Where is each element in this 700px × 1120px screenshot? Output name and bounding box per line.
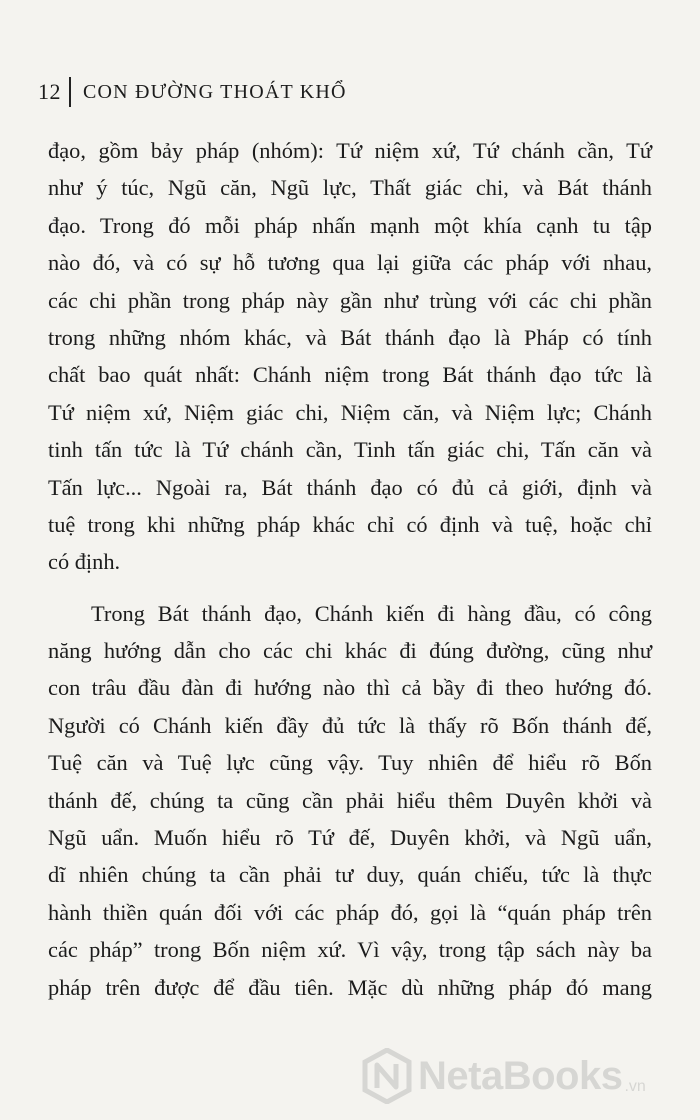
text-line: tuệ trong khi những pháp khác chỉ có định và tuệ, hoặc chỉ (48, 511, 652, 537)
page-header (38, 76, 347, 108)
paragraph-gap (48, 581, 652, 595)
text-line: như ý túc, Ngũ căn, Ngũ lực, Thất giác chi, và Bát thánh (48, 175, 652, 201)
netabooks-logo-icon (362, 1048, 412, 1104)
paragraph (48, 595, 652, 1006)
paragraph (48, 132, 652, 581)
body-text (48, 132, 652, 1006)
text-line: Trong Bát thánh đạo, Chánh kiến đi hàng đầu, có công (91, 600, 652, 626)
text-line: các chi phần trong pháp này gần như trùng với các chi phần (48, 287, 652, 313)
text-line: nào đó, và có sự hỗ tương qua lại giữa các pháp với nhau, (48, 250, 652, 276)
text-line: tinh tấn tức là Tứ chánh cần, Tinh tấn giác chi, Tấn căn và (48, 437, 652, 463)
text-line: Tứ niệm xứ, Niệm giác chi, Niệm căn, và Niệm lực; Chánh (48, 399, 652, 425)
text-line: pháp trên được để đầu tiên. Mặc dù những pháp đó mang (48, 974, 652, 1000)
text-line: trong những nhóm khác, và Bát thánh đạo là Pháp có tính (48, 324, 652, 350)
watermark (362, 1048, 646, 1104)
text-line: năng hướng dẫn cho các chi khác đi đúng đường, cũng như (48, 638, 652, 664)
text-line: các pháp” trong Bốn niệm xứ. Vì vậy, trong tập sách này ba (48, 937, 652, 963)
page-number: 12 (38, 79, 61, 104)
text-line: Người có Chánh kiến đầy đủ tức là thấy rõ Bốn thánh đế, (48, 712, 652, 738)
text-line: Tuệ căn và Tuệ lực cũng vậy. Tuy nhiên để hiểu rõ Bốn (48, 750, 652, 776)
running-title: CON ĐƯỜNG THOÁT KHỔ (83, 80, 347, 103)
text-line: có định. (48, 549, 121, 575)
header-divider (69, 77, 71, 107)
text-line: hành thiền quán đối với các pháp đó, gọi là “quán pháp trên (48, 899, 652, 925)
watermark-brand: NetaBooks (418, 1053, 623, 1098)
text-line: dĩ nhiên chúng ta cần phải tư duy, quán chiếu, tức là thực (48, 862, 652, 888)
text-line: chất bao quát nhất: Chánh niệm trong Bát thánh đạo tức là (48, 362, 652, 388)
text-line: con trâu đầu đàn đi hướng nào thì cả bầy đi theo hướng đó. (48, 675, 652, 701)
text-line: Ngũ uẩn. Muốn hiểu rõ Tứ đế, Duyên khởi, và Ngũ uẩn, (48, 825, 652, 851)
watermark-suffix: .vn (624, 1078, 646, 1095)
text-line: đạo. Trong đó mỗi pháp nhấn mạnh một khía cạnh tu tập (48, 212, 652, 238)
text-line: Tấn lực... Ngoài ra, Bát thánh đạo có đủ cả giới, định và (48, 474, 652, 500)
text-line: thánh đế, chúng ta cũng cần phải hiểu thêm Duyên khởi và (48, 787, 652, 813)
text-line: đạo, gồm bảy pháp (nhóm): Tứ niệm xứ, Tứ chánh cần, Tứ (48, 138, 652, 163)
